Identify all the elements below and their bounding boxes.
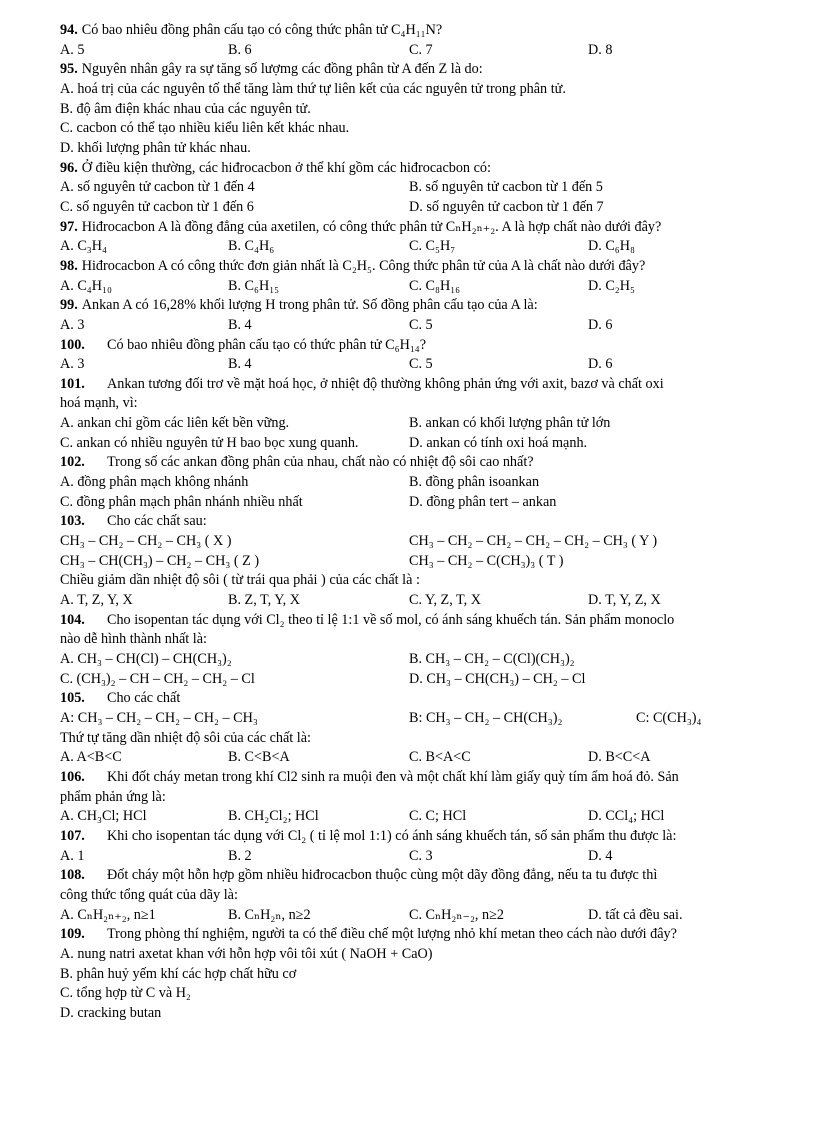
question-line bbox=[60, 866, 780, 886]
question-number: 99. bbox=[60, 297, 78, 314]
answer-option: C. Y, Z, T, X bbox=[409, 592, 481, 609]
answer-options-row bbox=[60, 178, 780, 198]
answer-option: C. số nguyên tử cacbon từ 1 đến 6 bbox=[60, 198, 254, 215]
question-text: Có bao nhiêu đồng phân cấu tạo có công thức phân tử C₄H₁₁N? bbox=[81, 22, 443, 38]
text-line bbox=[60, 886, 780, 906]
answer-option: B. CH₃ – CH₂ – C(Cl)(CH₃)₂ bbox=[409, 651, 575, 667]
text-line bbox=[60, 119, 780, 139]
answer-option: B. đồng phân isoankan bbox=[409, 474, 540, 491]
answer-option: B. ankan có khối lượng phân tử lớn bbox=[409, 415, 611, 432]
text-line bbox=[60, 965, 780, 985]
answer-option: A. 3 bbox=[60, 356, 85, 373]
answer-option: B. CH₂Cl₂; HCl bbox=[228, 808, 319, 825]
answer-option: B. 6 bbox=[228, 41, 252, 58]
text-line bbox=[60, 571, 780, 591]
answer-options-row bbox=[60, 670, 780, 690]
question-text: Trong phòng thí nghiệm, người ta có thể điều chế một lượng nhỏ khí metan theo cách nào dưới đây? bbox=[107, 926, 677, 943]
line-text: B. độ âm điện khác nhau của các nguyên tử. bbox=[60, 100, 311, 117]
answer-option: C. ankan có nhiều nguyên tử H bao bọc xung quanh. bbox=[60, 434, 359, 451]
answer-option: B. C<B<A bbox=[228, 749, 290, 766]
answer-option: CH₃ – CH₂ – CH₂ – CH₂ – CH₂ – CH₃ ( Y ) bbox=[409, 533, 658, 550]
question-number: 109. bbox=[60, 926, 85, 943]
line-text: D. cracking butan bbox=[60, 1004, 162, 1021]
answer-option: B. số nguyên tử cacbon từ 1 đến 5 bbox=[409, 179, 603, 196]
answer-options-row bbox=[60, 847, 780, 867]
question-line bbox=[60, 453, 780, 473]
answer-option: B. Z, T, Y, X bbox=[228, 592, 300, 609]
answer-option: D. 4 bbox=[588, 847, 613, 864]
answer-option: A. C₃H₄ bbox=[60, 238, 107, 255]
answer-options-row bbox=[60, 532, 780, 552]
answer-option: D. ankan có tính oxi hoá mạnh. bbox=[409, 434, 588, 451]
answer-option: B. CₙH₂ₙ, n≥2 bbox=[228, 906, 311, 923]
text-line bbox=[60, 100, 780, 120]
answer-option: B. 4 bbox=[228, 356, 252, 373]
answer-option: D. 6 bbox=[588, 356, 613, 373]
answer-option: CH₃ – CH₂ – C(CH₃)₃ ( T ) bbox=[409, 552, 564, 569]
text-line bbox=[60, 394, 780, 414]
answer-option: C. 3 bbox=[409, 847, 433, 864]
question-line bbox=[60, 218, 780, 238]
answer-option: D. tất cả đều sai. bbox=[588, 906, 683, 923]
answer-options-row bbox=[60, 748, 780, 768]
line-text: A. hoá trị của các nguyên tố thể tăng làm thứ tự liên kết của các nguyên tử trong phân tử. bbox=[60, 80, 566, 97]
question-text: Ở điều kiện thường, các hiđrocacbon ở thể khí gồm các hiđrocacbon có: bbox=[81, 159, 491, 176]
question-line bbox=[60, 257, 780, 277]
answer-option: D. C₆H₈ bbox=[588, 238, 635, 255]
question-text: Ankan tương đối trơ về mặt hoá học, ở nhiệt độ thường không phản ứng với axit, bazơ và chất oxi bbox=[107, 375, 664, 392]
answer-options-row bbox=[60, 198, 780, 218]
answer-option: D. CH₃ – CH(CH₃) – CH₂ – Cl bbox=[409, 670, 586, 687]
question-text: Hiđrocacbon A là đồng đẳng của axetilen, có công thức phân tử CₙH₂ₙ₊₂. A là hợp chất nào dưới đây? bbox=[81, 218, 662, 235]
answer-option: D. đồng phân tert – ankan bbox=[409, 493, 557, 510]
answer-option: D. T, Y, Z, X bbox=[588, 592, 661, 609]
answer-option: B. 4 bbox=[228, 316, 252, 333]
question-number: 100. bbox=[60, 336, 85, 353]
text-line bbox=[60, 945, 780, 965]
answer-options-row bbox=[60, 277, 780, 297]
question-text: Đốt cháy một hỗn hợp gồm nhiều hiđrocacbon thuộc cùng một dãy đồng đẳng, nếu ta tu được thì bbox=[107, 867, 658, 884]
answer-option: A. CH₃Cl; HCl bbox=[60, 808, 147, 825]
answer-options-row bbox=[60, 355, 780, 375]
question-number: 94. bbox=[60, 22, 78, 38]
question-line bbox=[60, 375, 780, 395]
answer-option: CH₃ – CH(CH₃) – CH₂ – CH₃ ( Z ) bbox=[60, 552, 260, 569]
question-text: Khi cho isopentan tác dụng với Cl₂ ( tỉ lệ mol 1:1) có ánh sáng khuếch tán, số sản phẩm thu được là: bbox=[107, 827, 677, 844]
answer-options-row bbox=[60, 493, 780, 513]
answer-option: A. CH₃ – CH(Cl) – CH(CH₃)₂ bbox=[60, 651, 232, 667]
text-line bbox=[60, 788, 780, 808]
answer-option: C: C(CH₃)₄ bbox=[636, 709, 702, 726]
answer-option: C. C; HCl bbox=[409, 808, 467, 825]
answer-option: D. 8 bbox=[588, 41, 613, 58]
answer-option: A. ankan chỉ gồm các liên kết bền vững. bbox=[60, 415, 290, 432]
line-text: phẩm phản ứng là: bbox=[60, 788, 166, 805]
answer-option: C. C₈H₁₆ bbox=[409, 277, 461, 294]
answer-option: D. 6 bbox=[588, 316, 613, 333]
answer-option: A. T, Z, Y, X bbox=[60, 592, 133, 609]
question-text: Cho các chất sau: bbox=[107, 513, 207, 530]
line-text: B. phân huỷ yếm khí các hợp chất hữu cơ bbox=[60, 965, 297, 982]
question-number: 98. bbox=[60, 257, 78, 274]
question-line bbox=[60, 336, 780, 356]
answer-option: C. CₙH₂ₙ₋₂, n≥2 bbox=[409, 906, 504, 923]
answer-option: A. CₙH₂ₙ₊₂, n≥1 bbox=[60, 906, 156, 923]
question-number: 101. bbox=[60, 375, 85, 392]
question-text: Nguyên nhân gây ra sự tăng số lượmg các đồng phân từ A đến Z là do: bbox=[81, 61, 483, 78]
question-line bbox=[60, 159, 780, 179]
question-line bbox=[60, 21, 780, 41]
question-number: 105. bbox=[60, 690, 85, 707]
text-line bbox=[60, 1004, 780, 1024]
question-line bbox=[60, 296, 780, 316]
question-text: Khi đốt cháy metan trong khí Cl2 sinh ra muội đen và một chất khí làm giấy quỳ tím ẩm hoá đỏ. Sản bbox=[107, 768, 679, 785]
answer-option: C. 5 bbox=[409, 316, 433, 333]
text-line bbox=[60, 729, 780, 749]
answer-option: A: CH₃ – CH₂ – CH₂ – CH₂ – CH₃ bbox=[60, 709, 258, 726]
text-line bbox=[60, 630, 780, 650]
line-text: C. tổng hợp từ C và H₂ bbox=[60, 985, 191, 1002]
answer-options-row bbox=[60, 41, 780, 61]
answer-option: B. C₄H₆ bbox=[228, 238, 275, 255]
answer-options-row bbox=[60, 552, 780, 572]
text-line bbox=[60, 80, 780, 100]
question-line bbox=[60, 925, 780, 945]
answer-option: C. 7 bbox=[409, 41, 433, 58]
line-text: C. cacbon có thể tạo nhiều kiểu liên kết khác nhau. bbox=[60, 120, 350, 137]
text-line bbox=[60, 139, 780, 159]
question-line bbox=[60, 60, 780, 80]
answer-option: B. 2 bbox=[228, 847, 252, 864]
answer-options-row bbox=[60, 316, 780, 336]
answer-options-row bbox=[60, 237, 780, 257]
question-text: Có bao nhiêu đồng phân cấu tạo có thức phân tử C₆H₁₄? bbox=[107, 336, 427, 353]
answer-option: B: CH₃ – CH₂ – CH(CH₃)₂ bbox=[409, 709, 563, 726]
line-text: hoá mạnh, vì: bbox=[60, 395, 138, 412]
answer-option: CH₃ – CH₂ – CH₂ – CH₃ ( X ) bbox=[60, 533, 232, 550]
answer-option: D. CCl₄; HCl bbox=[588, 808, 665, 825]
answer-option: D. B<C<A bbox=[588, 749, 651, 766]
answer-options-row bbox=[60, 807, 780, 827]
question-line bbox=[60, 768, 780, 788]
answer-option: A. 3 bbox=[60, 316, 85, 333]
answer-option: C. đồng phân mạch phân nhánh nhiều nhất bbox=[60, 493, 303, 510]
line-text: A. nung natri axetat khan với hỗn hợp vôi tôi xút ( NaOH + CaO) bbox=[60, 945, 433, 962]
answer-options-row bbox=[60, 709, 780, 729]
answer-option: C. B<A<C bbox=[409, 749, 471, 766]
answer-options-row bbox=[60, 414, 780, 434]
line-text: nào dễ hình thành nhất là: bbox=[60, 631, 207, 648]
question-text: Cho isopentan tác dụng với Cl₂ theo tỉ lệ 1:1 về số mol, có ánh sáng khuếch tán. Sản phẩm monoclo bbox=[107, 611, 675, 628]
question-line bbox=[60, 512, 780, 532]
answer-option: C. C₅H₇ bbox=[409, 238, 456, 255]
line-text: công thức tổng quát của dãy là: bbox=[60, 886, 238, 903]
question-number: 95. bbox=[60, 61, 78, 78]
answer-options-row bbox=[60, 591, 780, 611]
question-text: Hiđrocacbon A có công thức đơn giản nhất là C₂H₅. Công thức phân tử của A là chất nào dưới đây? bbox=[81, 257, 646, 274]
answer-option: A. A<B<C bbox=[60, 749, 122, 766]
line-text: D. khối lượng phân tử khác nhau. bbox=[60, 139, 251, 156]
answer-options-row bbox=[60, 434, 780, 454]
question-text: Ankan A có 16,28% khối lượng H trong phân tử. Số đồng phân cấu tạo của A là: bbox=[81, 297, 538, 314]
question-number: 97. bbox=[60, 218, 78, 235]
answer-options-row bbox=[60, 906, 780, 926]
text-line bbox=[60, 984, 780, 1004]
answer-option: A. 5 bbox=[60, 41, 85, 58]
question-line bbox=[60, 827, 780, 847]
question-line bbox=[60, 611, 780, 631]
question-number: 104. bbox=[60, 611, 85, 628]
line-text: Thứ tự tăng dần nhiệt độ sôi của các chất là: bbox=[60, 729, 311, 746]
question-number: 102. bbox=[60, 454, 85, 471]
answer-options-row bbox=[60, 473, 780, 493]
answer-option: D. số nguyên tử cacbon từ 1 đến 7 bbox=[409, 198, 604, 215]
answer-option: A. C₄H₁₀ bbox=[60, 277, 112, 294]
question-number: 108. bbox=[60, 867, 85, 884]
question-number: 103. bbox=[60, 513, 85, 530]
answer-options-row bbox=[60, 650, 780, 670]
answer-option: D. C₂H₅ bbox=[588, 277, 635, 294]
question-text: Cho các chất bbox=[107, 690, 181, 707]
document-page bbox=[60, 21, 780, 1023]
question-number: 96. bbox=[60, 159, 78, 176]
question-line bbox=[60, 689, 780, 709]
answer-option: C. (CH₃)₂ – CH – CH₂ – CH₂ – Cl bbox=[60, 670, 255, 687]
question-text: Trong số các ankan đồng phân của nhau, chất nào có nhiệt độ sôi cao nhất? bbox=[107, 454, 534, 471]
question-number: 107. bbox=[60, 827, 85, 844]
question-number: 106. bbox=[60, 768, 85, 785]
answer-option: C. 5 bbox=[409, 356, 433, 373]
answer-option: B. C₆H₁₅ bbox=[228, 277, 280, 294]
answer-option: A. 1 bbox=[60, 847, 85, 864]
answer-option: A. số nguyên tử cacbon từ 1 đến 4 bbox=[60, 179, 255, 196]
line-text: Chiều giảm dần nhiệt độ sôi ( từ trái qua phải ) của các chất là : bbox=[60, 572, 420, 589]
answer-option: A. đồng phân mạch không nhánh bbox=[60, 474, 249, 491]
